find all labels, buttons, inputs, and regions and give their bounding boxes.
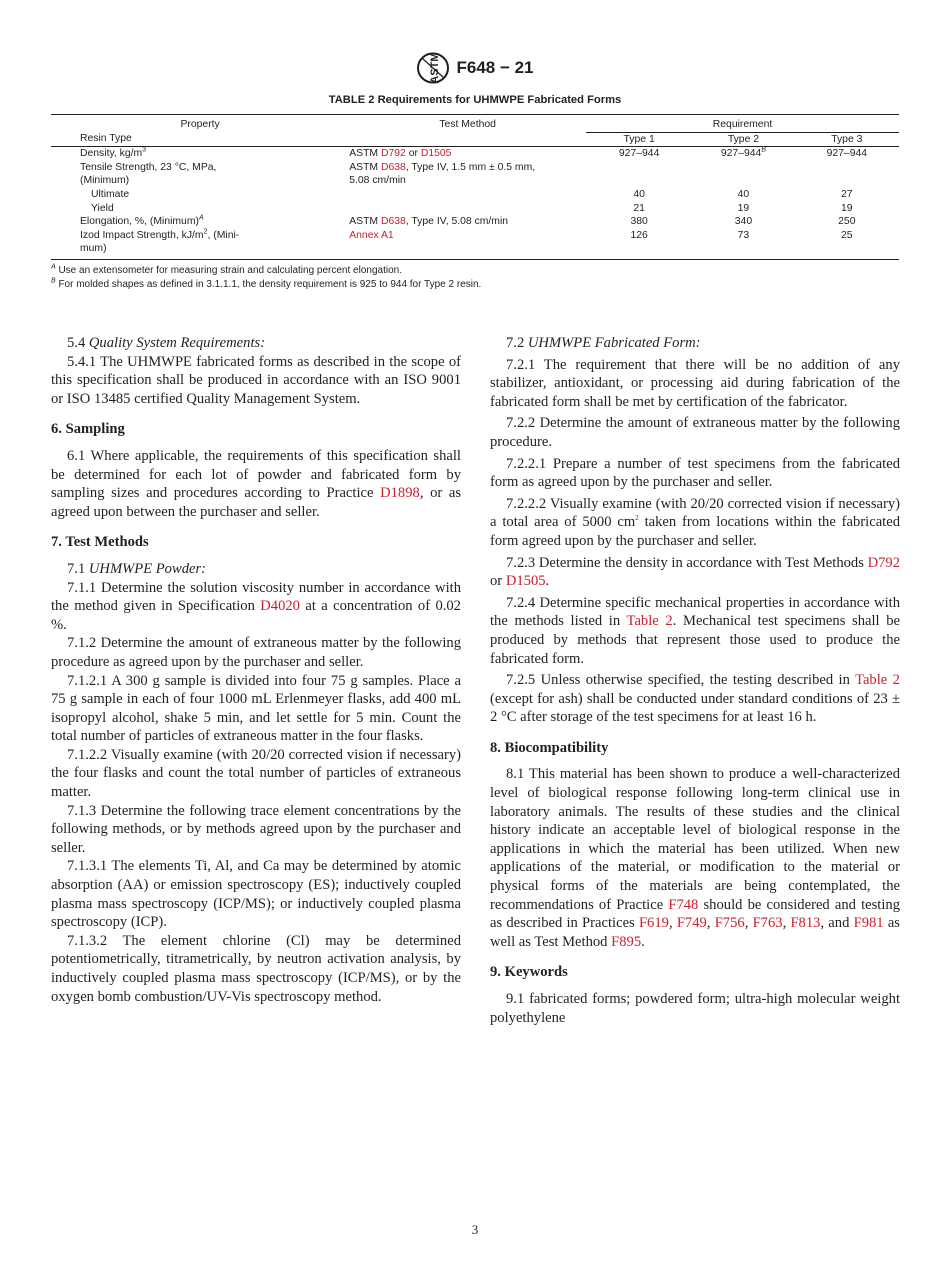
section-7-2-1: 7.2.1 The requirement that there will be no addition of any stabilizer, antioxidant, or processing aid during fabrication of the fabricated form shall be met by certification of the fabricator. bbox=[490, 356, 900, 410]
table-row: Elongation, %, (Minimum)$^A$ ASTM D638, Type IV, 5.08 cm/min 380 340 250 bbox=[80, 214, 856, 228]
link-table-2[interactable]: Table 2 bbox=[855, 672, 900, 689]
section-7-1-2-2: 7.1.2.2 Visually examine (with 20/20 corrected vision if necessary) the four flasks and count the total number of particles of extraneous matter. bbox=[51, 746, 461, 801]
link-d1505[interactable]: D1505 bbox=[420, 148, 452, 160]
left-column bbox=[51, 334, 461, 1006]
header-property: Property bbox=[180, 119, 220, 130]
section-7-2-5: 7.2.5 Unless otherwise specified, the testing described in Table 2 (except for ash) shall be conducted under standard conditions of 23 ± 2 °C after storage of the test specimens for at least 16 h. bbox=[490, 672, 900, 726]
link-f895[interactable]: F895 bbox=[611, 933, 642, 950]
table-row: Ultimate 40 40 27 bbox=[91, 188, 853, 200]
header-requirement: Requirement bbox=[586, 115, 899, 133]
section-9-1: 9.1 fabricated forms; powdered form; ultra-high molecular weight polyethylene bbox=[490, 991, 900, 1026]
header-type3: Type 3 bbox=[831, 133, 863, 145]
link-f813[interactable]: F813 bbox=[790, 915, 821, 932]
section-7-2: 7.2 UHMWPE Fabricated Form: bbox=[506, 335, 701, 351]
table-footnotes: $^A$ Use an extensometer for measuring strain and calculating percent elongation. $^B$ For molded shapes as defined in 3.1.1.1, the density requirement is 925 to 944 for Type 2 resin. bbox=[51, 263, 482, 290]
link-d638[interactable]: D638 bbox=[380, 161, 406, 173]
link-table-2[interactable]: Table 2 bbox=[626, 613, 673, 630]
header-type1: Type 1 bbox=[623, 133, 655, 145]
svg-text:ASTM: ASTM bbox=[429, 52, 442, 84]
link-annex-a1[interactable]: Annex A1 bbox=[349, 229, 394, 241]
link-d1898[interactable]: D1898 bbox=[380, 485, 420, 502]
link-d792[interactable]: D792 bbox=[867, 554, 900, 571]
resin-type-label: Resin Type bbox=[80, 133, 132, 145]
section-7-2-3: 7.2.3 Determine the density in accordance with Test Methods D792 or D1505. bbox=[490, 554, 900, 590]
document-id: F648 − 21 bbox=[456, 58, 534, 77]
section-7-1: 7.1 UHMWPE Powder: bbox=[67, 560, 207, 577]
section-7-1-2: 7.1.2 Determine the amount of extraneous matter by the following procedure as agreed upon by the purchaser and seller. bbox=[51, 635, 461, 670]
page-number: 3 bbox=[471, 1222, 479, 1237]
header-test-method: Test Method bbox=[439, 119, 496, 130]
table-row: Tensile Strength, 23 °C, MPa, (Minimum) ASTM D638, Type IV, 1.5 mm ± 0.5 mm, 5.08 cm/min bbox=[80, 161, 536, 187]
section-6-1: 6.1 Where applicable, the requirements of this specification shall be determined for each lot of powder and fabricated form by sampling sizes and procedures according to Practice D1898, or as agreed upon between the purchaser and seller. bbox=[51, 447, 462, 520]
link-d638[interactable]: D638 bbox=[380, 216, 406, 228]
section-7-1-3-2: 7.1.3.2 The element chlorine (Cl) may be determined potentiometrically, titrametrically, by neutron activation analysis, by inductively coupled plasma mass spectroscopy (ICP/MS), or by the oxygen bomb combustion/UV-Vis spectroscopy method. bbox=[51, 932, 461, 1005]
link-f763[interactable]: F763 bbox=[752, 915, 783, 932]
section-7-1-2-1: 7.1.2.1 A 300 g sample is divided into four 75 g samples. Place a 75 g sample in each of four 1000 mL Erlenmeyer flasks, add 400 mL isopropyl alcohol, shake 5 min, and let settle for 5 min. Count the total number of particles of extraneous matter in the four flasks. bbox=[51, 672, 461, 745]
section-7-1-3-1: 7.1.3.1 The elements Ti, Al, and Ca may be determined by atomic absorption (AA) or emission spectroscopy (ES); inductively coupled plasma mass spectroscopy (ICP/MS); or inductively coupled plasma spectroscopy (ICP). bbox=[51, 858, 461, 931]
heading-biocompatibility: 8. Biocompatibility bbox=[490, 739, 609, 756]
section-7-1-3: 7.1.3 Determine the following trace element concentrations by the following methods, or by methods agreed upon by the purchaser and seller. bbox=[51, 802, 461, 856]
section-5-4-1: 5.4.1 The UHMWPE fabricated forms as described in the scope of this specification shall be produced in accordance with an ISO 9001 or ISO 13485 certified Quality Management System. bbox=[51, 353, 461, 407]
table-row: Density, $kg/m^3$ ASTM D792 or D1505 927–944 $927-944^B$ 927–944 bbox=[80, 146, 868, 160]
astm-logo-icon bbox=[416, 52, 450, 84]
table-title: TABLE 2 Requirements for UHMWPE Fabricated Forms bbox=[328, 94, 622, 106]
section-7-2-4: 7.2.4 Determine specific mechanical properties in accordance with the methods listed in Table 2. Mechanical test specimens shall be produced by methods that represent those used to produce the fabricated form. bbox=[490, 594, 900, 667]
section-5-4: 5.4 Quality System Requirements: bbox=[67, 335, 266, 351]
heading-sampling: 6. Sampling bbox=[51, 421, 125, 438]
table-row: Yield 21 19 19 bbox=[91, 202, 853, 214]
requirements-table bbox=[51, 94, 899, 291]
section-7-2-2-2: 7.2.2.2 Visually examine (with 20/20 corrected vision if necessary) a total area of 5000 $cm^2$ taken from locations within the fabricated form agreed upon by the purchaser and seller. bbox=[490, 495, 900, 549]
link-d1505[interactable]: D1505 bbox=[505, 573, 546, 590]
section-8-1: 8.1 This material has been shown to produce a well-characterized level of biological response following long-term clinical use in laboratory animals. The results of these studies and the clinical history indicate an acceptable level of biological response in the applications in which the material has been utilized. When new applications of the material, or modification to the material or physical forms of the materials are being contemplated, the recommendations of Practice F748 should be considered and testing as described in Practices F619, F749, F756, F763, F813, and F981 as well as Test Method F895. bbox=[490, 766, 900, 950]
page-header bbox=[0, 52, 950, 84]
link-f619[interactable]: F619 bbox=[638, 915, 669, 932]
heading-keywords: 9. Keywords bbox=[490, 964, 568, 981]
section-7-1-1: 7.1.1 Determine the solution viscosity number in accordance with the method given in Specification D4020 at a concentration of 0.02 %. bbox=[51, 579, 461, 633]
right-column bbox=[490, 334, 900, 1027]
heading-test-methods: 7. Test Methods bbox=[51, 534, 149, 551]
section-7-2-2: 7.2.2 Determine the amount of extraneous matter by the following procedure. bbox=[490, 415, 900, 450]
section-7-2-2-1: 7.2.2.1 Prepare a number of test specimens from the fabricated form as agreed upon by the purchaser and seller. bbox=[490, 455, 900, 491]
link-f749[interactable]: F749 bbox=[676, 915, 707, 932]
link-f748[interactable]: F748 bbox=[668, 896, 699, 913]
link-f756[interactable]: F756 bbox=[714, 915, 745, 932]
link-d4020[interactable]: D4020 bbox=[260, 598, 300, 615]
link-d792[interactable]: D792 bbox=[380, 148, 406, 160]
link-f981[interactable]: F981 bbox=[853, 915, 884, 932]
table-row: Izod Impact Strength, $kJ/m^2$, (Mini- mum) Annex A1 126 73 25 bbox=[51, 229, 899, 260]
header-type2: Type 2 bbox=[727, 133, 760, 145]
